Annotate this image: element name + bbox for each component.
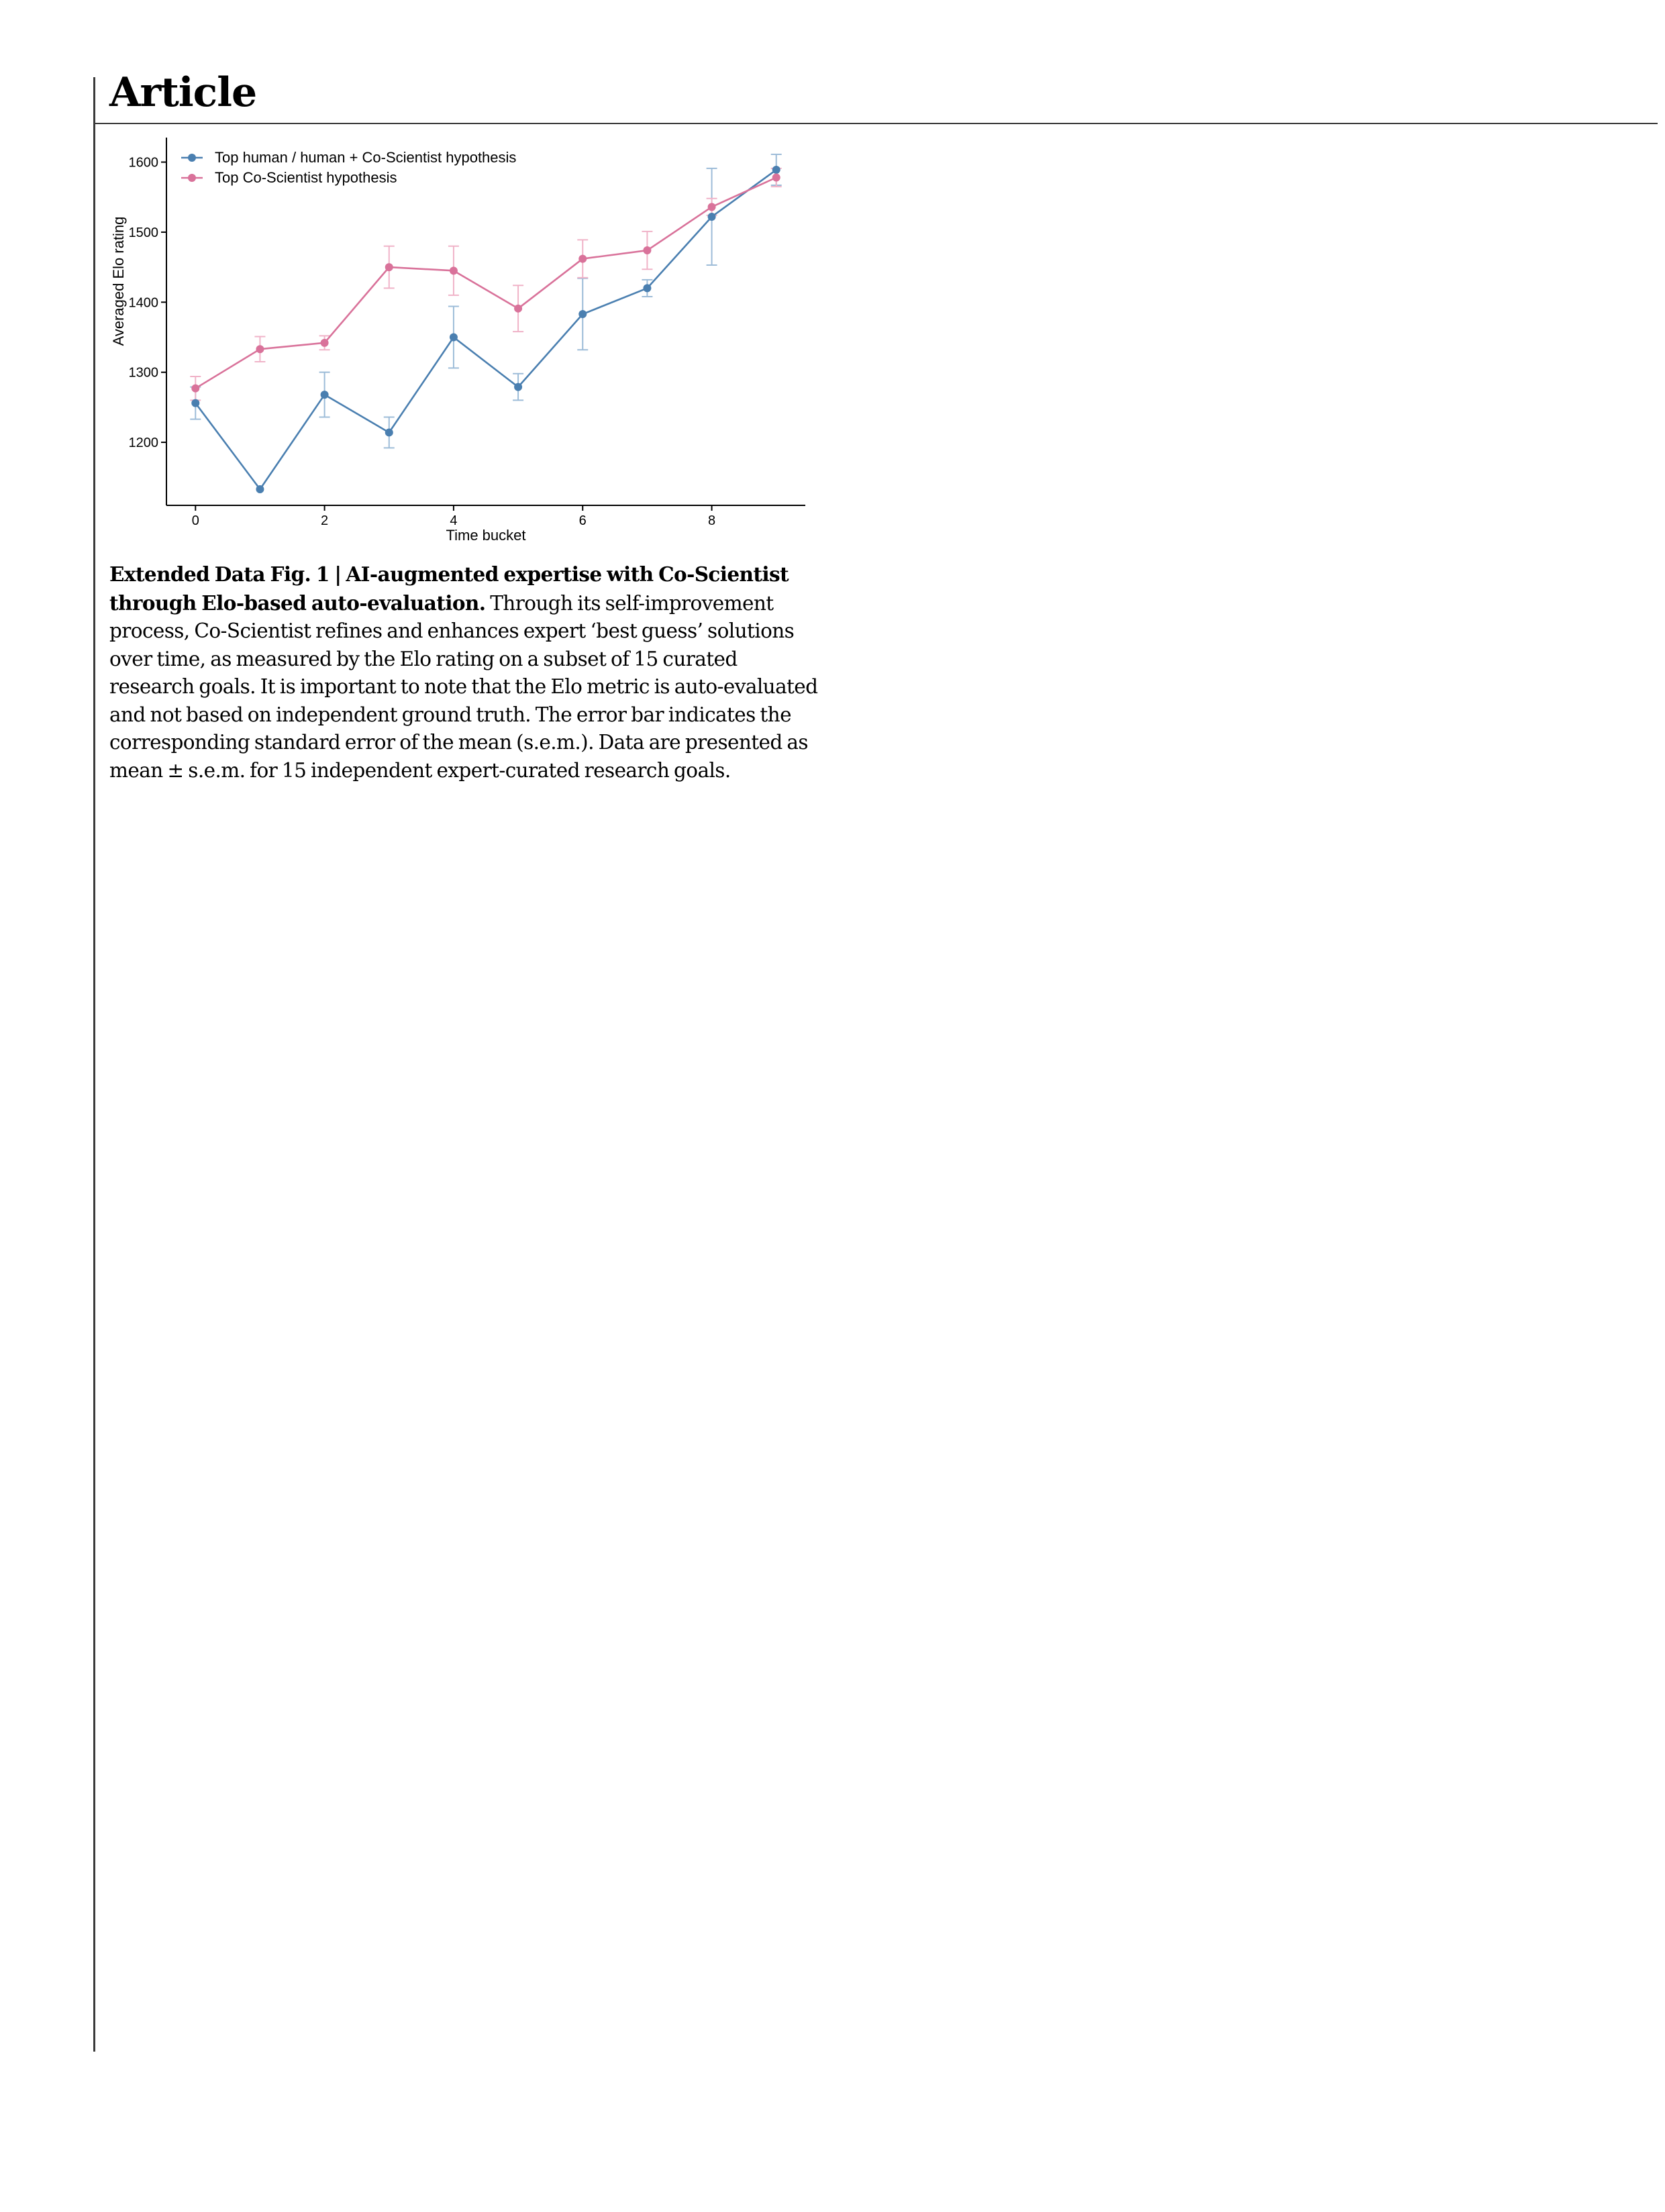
- x-tick-label: 8: [708, 513, 716, 528]
- data-point: [321, 339, 329, 347]
- data-point: [643, 246, 651, 254]
- series-points: [191, 166, 780, 493]
- data-point: [772, 173, 780, 181]
- data-point: [708, 203, 716, 211]
- elo-line-chart: [107, 138, 819, 547]
- series-line: [195, 170, 776, 489]
- legend-entry: Top Co-Scientist hypothesis: [215, 169, 397, 186]
- legend-marker: [188, 174, 196, 182]
- figure-caption: [109, 560, 821, 785]
- error-bars: [190, 154, 781, 448]
- section-header-title: Article: [109, 69, 257, 116]
- caption-label: Extended Data Fig. 1 |: [109, 562, 342, 586]
- legend-marker: [188, 154, 196, 162]
- data-point: [385, 263, 393, 271]
- data-point: [191, 399, 199, 407]
- y-tick-label: 1200: [128, 436, 158, 451]
- data-point: [578, 310, 587, 318]
- y-tick-label: 1600: [128, 155, 158, 170]
- caption-body: Through its self-improvement process, Co-Scientist refines and enhances expert ‘best guess’ solutions over time, as measured by the Elo rating on a subset of 15 curated research goals. It is important to note that the Elo metric is auto-evaluated and not based on independent ground truth. The error bar indicates the corresponding standard error of the mean (s.e.m.). Data are presented as mean ± s.e.m. for 15 independent expert-curated research goals.: [109, 591, 818, 782]
- data-point: [256, 485, 264, 493]
- data-point: [450, 266, 458, 274]
- x-tick-label: 0: [191, 513, 199, 528]
- data-point: [643, 284, 651, 292]
- axes: [129, 138, 806, 528]
- data-point: [321, 391, 329, 399]
- x-axis-label: Time bucket: [446, 527, 526, 544]
- legend: [181, 149, 516, 186]
- x-tick-label: 4: [450, 513, 458, 528]
- data-point: [772, 166, 780, 174]
- y-axis-label: Averaged Elo rating: [110, 216, 127, 346]
- data-point: [708, 213, 716, 221]
- x-tick-label: 6: [578, 513, 587, 528]
- series-lines: [195, 170, 776, 489]
- y-tick-label: 1300: [128, 365, 158, 381]
- series-line: [195, 177, 776, 388]
- data-point: [385, 428, 393, 436]
- data-point: [514, 305, 522, 313]
- header-divider: [93, 123, 1658, 124]
- data-point: [256, 345, 264, 353]
- x-tick-label: 2: [321, 513, 329, 528]
- data-point: [514, 383, 522, 391]
- y-tick-label: 1500: [128, 225, 158, 240]
- chart-svg: [107, 138, 819, 547]
- data-point: [191, 385, 199, 393]
- data-point: [450, 333, 458, 341]
- y-tick-label: 1400: [128, 295, 158, 311]
- legend-entry: Top human / human + Co-Scientist hypothesis: [215, 149, 517, 166]
- page-left-rule: [93, 77, 95, 2052]
- data-point: [578, 255, 587, 263]
- caption-title: AI-augmented expertise with Co-Scientist through Elo-based auto-evaluation.: [109, 562, 789, 615]
